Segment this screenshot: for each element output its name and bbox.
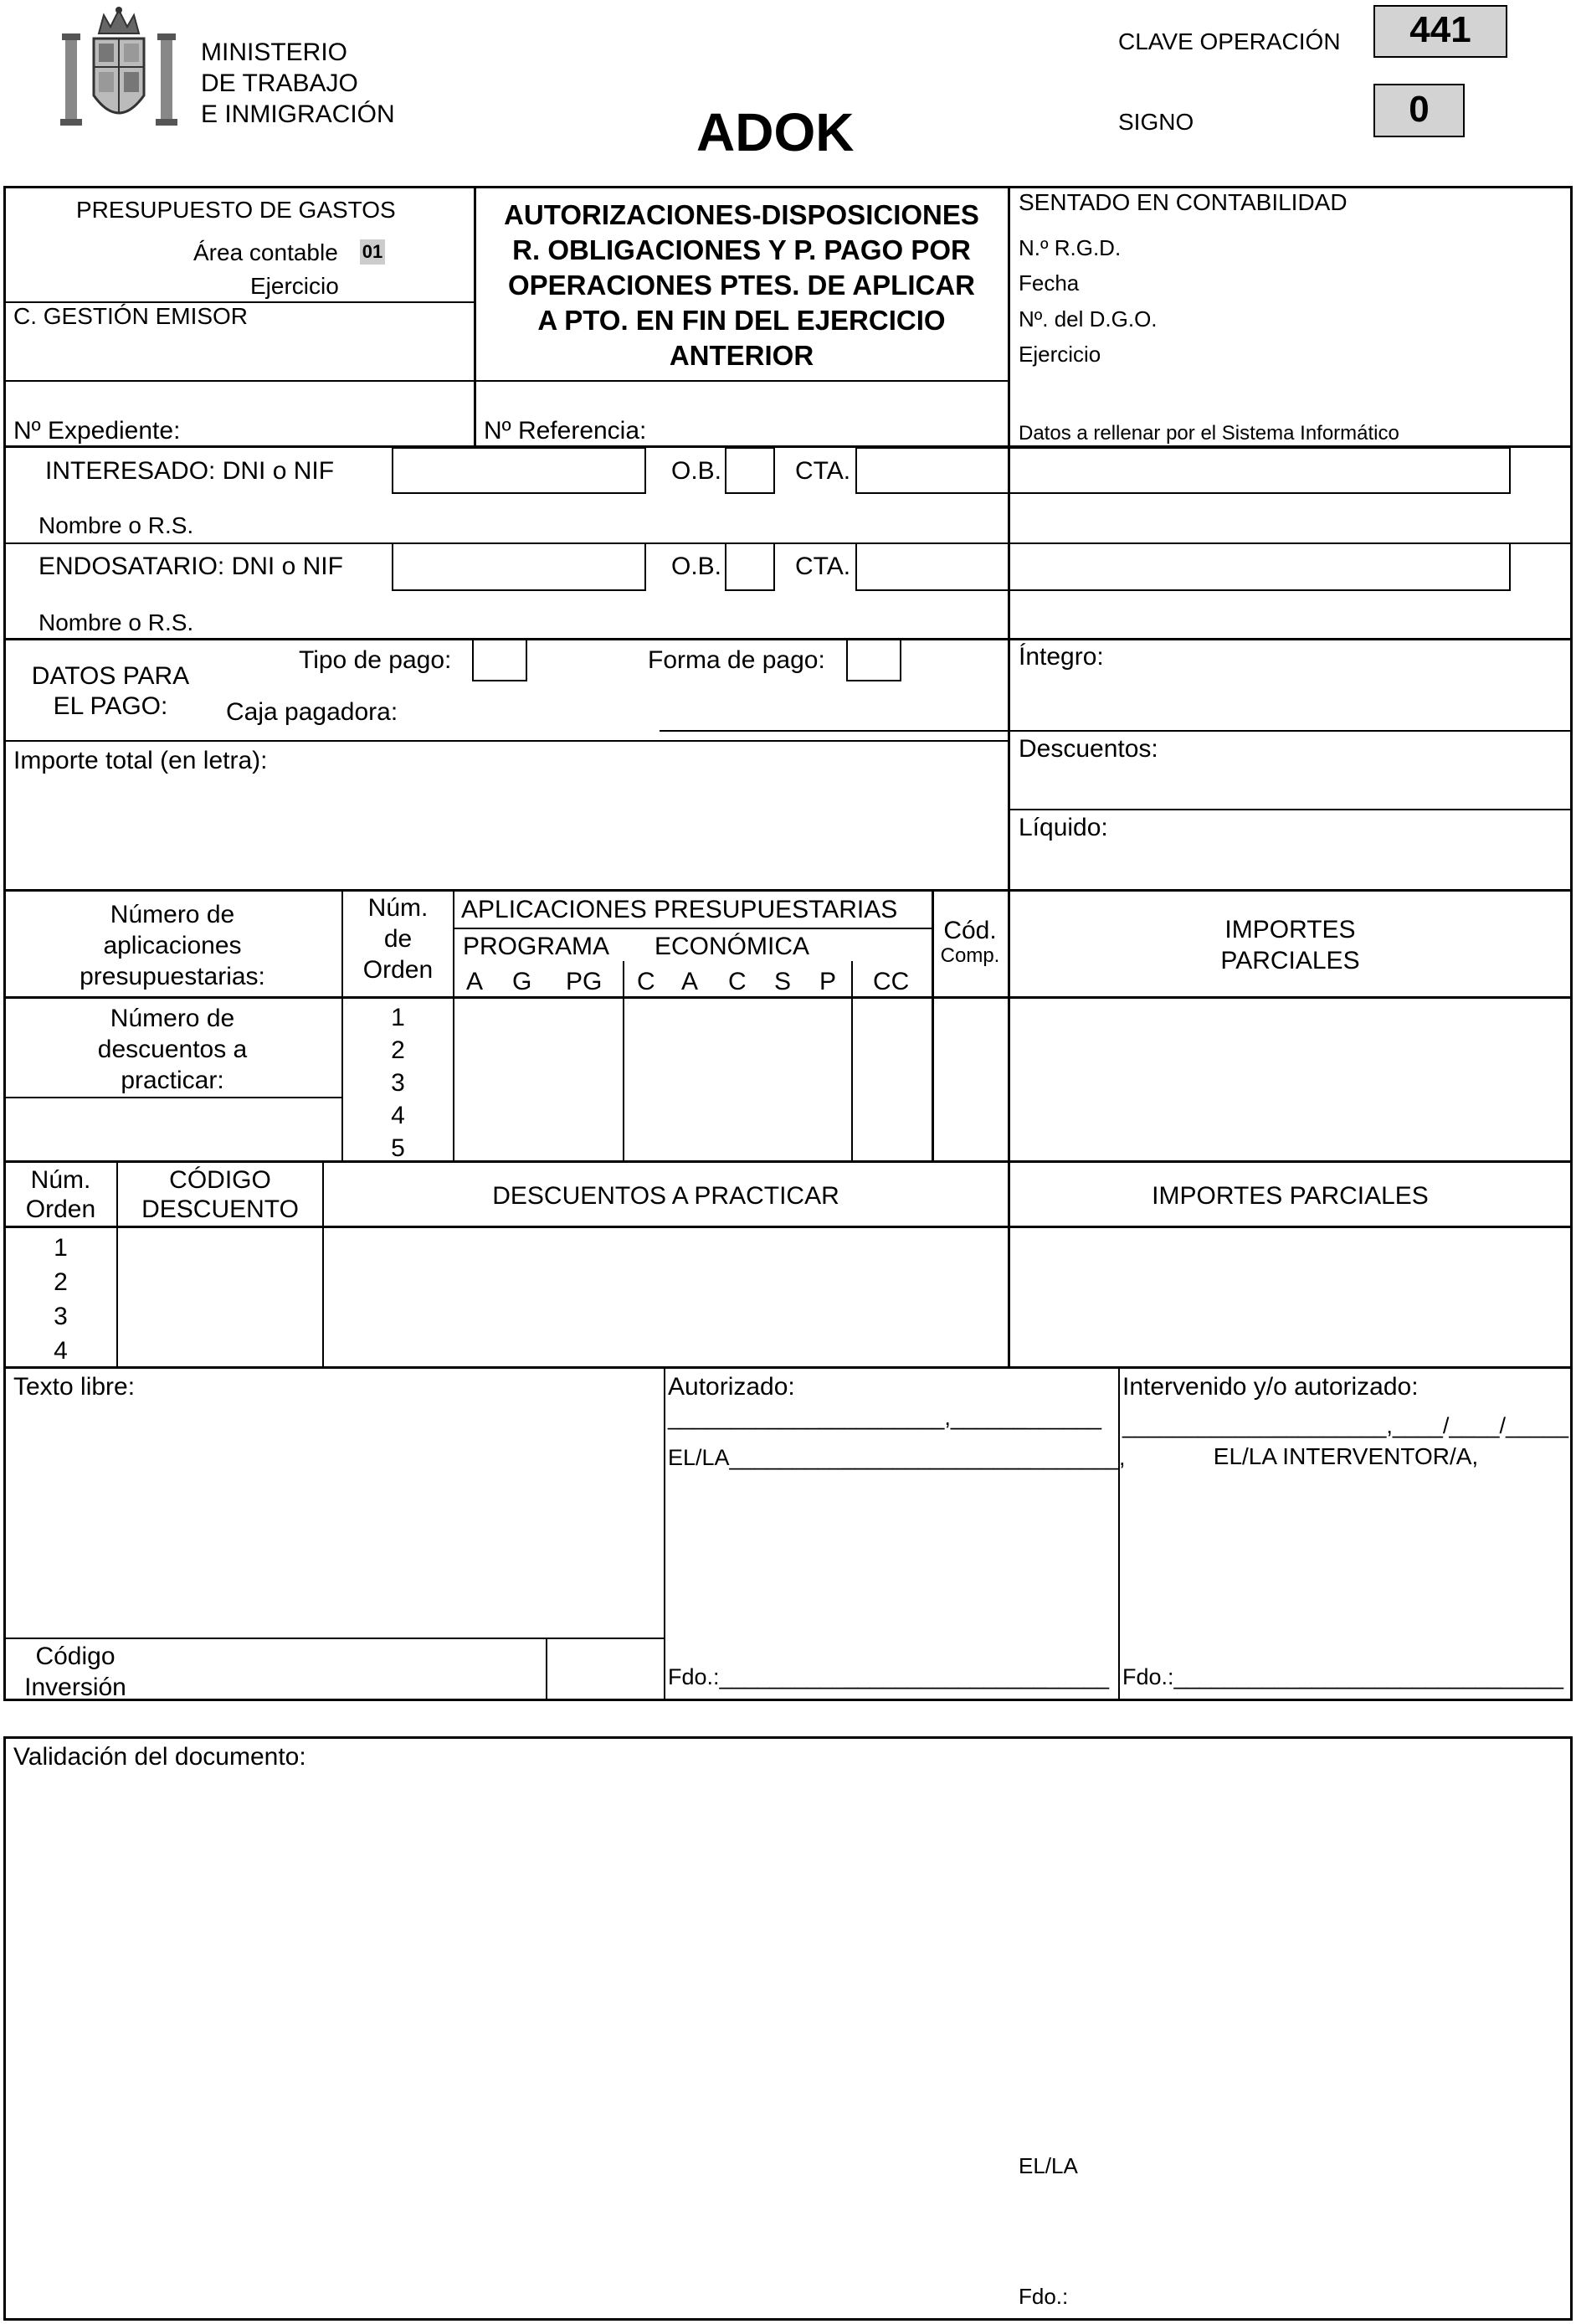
presupuesto-label: PRESUPUESTO DE GASTOS — [76, 197, 396, 223]
col-header: C — [637, 968, 655, 995]
codigo-descuento-line: CÓDIGO — [169, 1166, 271, 1194]
clave-operacion-label: CLAVE OPERACIÓN — [1118, 28, 1341, 54]
num-aplicaciones-line: presupuestarias: — [80, 963, 265, 990]
col-header: CC — [873, 968, 910, 995]
referencia-label: Nº Referencia: — [484, 417, 647, 445]
desc-num-orden-line: Núm. — [30, 1166, 91, 1194]
programa-label: PROGRAMA — [463, 933, 610, 960]
interesado-nombre-label: Nombre o R.S. — [39, 512, 194, 538]
intervenido-lugar-fecha-line[interactable]: _____________________,____/____/_____ — [1122, 1413, 1569, 1438]
autorizado-lugar-fecha-line[interactable]: ______________________,____________ — [668, 1405, 1102, 1430]
desc-importes-parciales-header: IMPORTES PARCIALES — [1152, 1182, 1429, 1210]
order-number: 2 — [54, 1268, 68, 1296]
num-descuentos-line: practicar: — [121, 1067, 224, 1094]
num-aplicaciones-label — [5, 899, 340, 992]
codigo-inversion-line: Código — [35, 1643, 116, 1670]
autorizado-cargo-line[interactable]: EL/LA_______________________________, — [668, 1445, 1126, 1470]
comp-label: Comp. — [940, 944, 1000, 967]
validacion-cargo-label: EL/LA — [1019, 2153, 1078, 2178]
num-descuentos-line: descuentos a — [97, 1036, 248, 1063]
descuentos-label: Descuentos: — [1019, 735, 1158, 763]
sentado-label: SENTADO EN CONTABILIDAD — [1019, 189, 1348, 215]
descuentos-practicar-header: DESCUENTOS A PRACTICAR — [492, 1182, 839, 1210]
endosatario-cta-label: CTA. — [795, 553, 851, 580]
codigo-descuento-line: DESCUENTO — [141, 1195, 299, 1223]
num-descuentos-line: Número de — [110, 1005, 235, 1032]
interesado-cta-input[interactable] — [855, 447, 1511, 494]
num-orden-line: Núm. — [367, 894, 429, 922]
desc-num-orden-header — [5, 1165, 116, 1224]
importe-letra-label: Importe total (en letra): — [13, 747, 268, 774]
dgo-label: Nº. del D.G.O. — [1019, 306, 1158, 332]
autorizado-firma-line[interactable]: Fdo.:_______________________________ — [668, 1664, 1110, 1689]
col-header: G — [512, 968, 532, 995]
intervenido-label: Intervenido y/o autorizado: — [1122, 1373, 1419, 1401]
col-header: PG — [566, 968, 603, 995]
form-title — [477, 198, 1006, 373]
col-header: S — [774, 968, 792, 995]
codigo-inversion-label — [7, 1641, 144, 1703]
datos-pago-line: DATOS PARA — [31, 662, 190, 690]
importes-parciales-line: IMPORTES — [1224, 916, 1356, 943]
texto-libre-label: Texto libre: — [13, 1373, 136, 1401]
rgd-label: N.º R.G.D. — [1019, 235, 1122, 260]
num-orden-line: de — [383, 925, 413, 953]
form-title-line: A PTO. EN FIN DEL EJERCICIO — [537, 305, 946, 336]
sistema-note: Datos a rellenar por el Sistema Informático — [1019, 422, 1399, 445]
tipo-pago-label: Tipo de pago: — [299, 646, 452, 674]
expediente-label: Nº Expediente: — [13, 417, 181, 445]
area-contable-value-text: 01 — [362, 241, 383, 262]
num-orden-line: Orden — [362, 956, 434, 984]
col-header: C — [728, 968, 747, 995]
signo-value: 0 — [1373, 84, 1465, 137]
clave-operacion-value: 441 — [1373, 5, 1507, 58]
form-title-line: OPERACIONES PTES. DE APLICAR — [507, 270, 976, 301]
importes-parciales-line: PARCIALES — [1220, 947, 1360, 974]
order-number: 2 — [391, 1036, 405, 1064]
codigo-inversion-line: Inversión — [24, 1674, 126, 1701]
forma-pago-input[interactable] — [846, 638, 901, 681]
interesado-dni-label: INTERESADO: DNI o NIF — [45, 457, 335, 485]
validacion-firma-label: Fdo.: — [1019, 2284, 1069, 2309]
datos-pago-label — [12, 661, 209, 722]
autorizado-label: Autorizado: — [668, 1373, 795, 1401]
area-contable-value — [360, 239, 385, 265]
col-header: A — [466, 968, 484, 995]
ejercicio-contable-label: Ejercicio — [1019, 342, 1101, 367]
endosatario-dni-label: ENDOSATARIO: DNI o NIF — [39, 553, 343, 580]
order-number: 3 — [54, 1303, 68, 1330]
ministry-line-1: MINISTERIO — [201, 39, 348, 66]
caja-pagadora-label: Caja pagadora: — [226, 698, 398, 726]
coat-of-arms-icon — [54, 5, 184, 132]
ejercicio-label: Ejercicio — [250, 273, 339, 299]
num-descuentos-label — [5, 1003, 340, 1096]
validacion-label: Validación del documento: — [13, 1743, 306, 1771]
order-number: 4 — [391, 1102, 405, 1129]
area-contable-label: Área contable — [193, 239, 338, 265]
integro-label: Íntegro: — [1019, 643, 1104, 671]
fecha-label: Fecha — [1019, 270, 1080, 296]
liquido-label: Líquido: — [1019, 814, 1108, 841]
order-number: 3 — [391, 1069, 405, 1097]
form-code: ADOK — [696, 102, 855, 162]
aplicaciones-title: APLICACIONES PRESUPUESTARIAS — [461, 896, 898, 923]
endosatario-dni-input[interactable] — [392, 542, 646, 591]
order-number: 5 — [391, 1134, 405, 1162]
ministry-line-2: DE TRABAJO — [201, 69, 358, 97]
validacion-frame — [3, 1736, 1573, 2321]
descuentos-order-numbers — [5, 1231, 116, 1368]
order-number: 4 — [54, 1337, 68, 1365]
num-orden-header — [343, 892, 453, 985]
economica-label: ECONÓMICA — [655, 933, 810, 960]
codigo-descuento-header — [118, 1165, 322, 1224]
interesado-ob-label: O.B. — [671, 457, 722, 485]
interesado-ob-input[interactable] — [725, 447, 775, 494]
datos-pago-line: EL PAGO: — [53, 692, 168, 720]
ministry-line-3: E INMIGRACIÓN — [201, 100, 395, 128]
gestion-emisor-label: C. GESTIÓN EMISOR — [13, 303, 249, 329]
form-title-line: AUTORIZACIONES-DISPOSICIONES — [504, 199, 979, 230]
signo-label: SIGNO — [1118, 109, 1194, 135]
num-aplicaciones-line: aplicaciones — [103, 932, 242, 959]
intervenido-firma-line[interactable]: Fdo.:_______________________________ — [1122, 1664, 1564, 1689]
cod-label: Cód. — [943, 917, 997, 944]
importes-parciales-header — [1009, 914, 1571, 976]
form-title-line: R. OBLIGACIONES Y P. PAGO POR — [512, 234, 971, 265]
col-header: A — [681, 968, 699, 995]
interesado-cta-label: CTA. — [795, 457, 851, 485]
num-aplicaciones-line: Número de — [110, 901, 235, 928]
endosatario-ob-label: O.B. — [671, 553, 722, 580]
order-number: 1 — [391, 1004, 405, 1031]
endosatario-ob-input[interactable] — [725, 542, 775, 591]
caja-pagadora-line[interactable] — [660, 730, 1008, 732]
form-title-line: ANTERIOR — [669, 340, 814, 371]
interventor-label: EL/LA INTERVENTOR/A, — [1213, 1443, 1479, 1469]
aplicaciones-order-numbers — [343, 1001, 453, 1165]
order-number: 1 — [54, 1234, 68, 1262]
interesado-dni-input[interactable] — [392, 447, 646, 494]
endosatario-cta-input[interactable] — [855, 542, 1511, 591]
endosatario-nombre-label: Nombre o R.S. — [39, 609, 194, 635]
col-header: P — [819, 968, 837, 995]
tipo-pago-input[interactable] — [472, 638, 527, 681]
forma-pago-label: Forma de pago: — [648, 646, 825, 674]
cod-comp-header — [934, 918, 1006, 968]
desc-num-orden-line: Orden — [25, 1195, 96, 1223]
